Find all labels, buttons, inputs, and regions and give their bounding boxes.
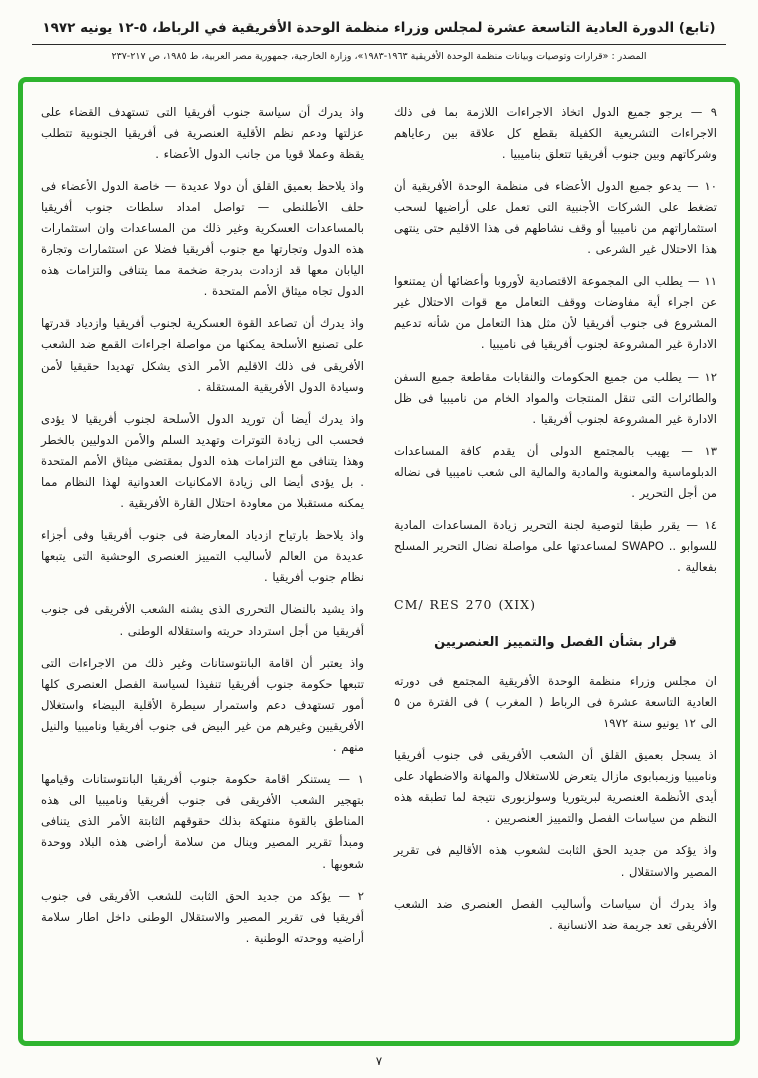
paragraph: ١ — يستنكر اقامة حكومة جنوب أفريقيا البانتوستانات وقيامها بتهجير الشعب الأفريقى فى جنوب أفريقيا وناميبيا الى هذه المناطق بالقوة منتهكة بذلك حقوقهم الثابتة الأمر الذى يتنافى ومبدأ تقرير المصير وينال من سلامة أراضى هذه البلاد ووحدة شعوبها . <box>41 772 364 871</box>
paragraph: ١١ — يطلب الى المجموعة الاقتصادية لأوروبا وأعضائها أن يمتنعوا عن اجراء أية مفاوضات ووقف التعامل مع قوات الاحتلال غير المشروع فى جنوب أفريقيا لأن مثل هذا التعامل من شأنه تدعيم الادارة غير المشروعة لجنوب أفريقيا فى ناميبيا . <box>394 274 717 352</box>
page-header <box>14 14 744 65</box>
column-left <box>41 102 364 1032</box>
page-footer <box>14 1052 744 1072</box>
paragraph: ١٢ — يطلب من جميع الحكومات والنقابات مقاطعة جميع السفن والطائرات التى تنقل المنتجات والمواد الخام من ناميبيا فى ظل الادارة غير المشروعة لجنوب أفريقيا . <box>394 369 717 426</box>
paragraph: ١٣ — يهيب بالمجتمع الدولى أن يقدم كافة المساعدات الدبلوماسية والمعنوية والمادية والمالية الى شعب ناميبيا فى نضاله من أجل التحرير . <box>394 443 717 500</box>
header-divider <box>32 44 726 45</box>
paragraph: ان مجلس وزراء منظمة الوحدة الأفريقية المجتمع فى دورته العادية التاسعة عشرة فى الرباط ( المغرب ) فى الفترة من ٥ الى ١٢ يونيو سنة ١٩٧٢ <box>394 673 717 730</box>
source-citation: المصدر : «قرارات وتوصيات وبيانات منظمة الوحدة الأفريقية ١٩٦٣-١٩٨٣»، وزارة الخارجية، جمهورية مصر العربية، ط ١٩٨٥، ص ٢١٧-٢٣٧ <box>111 51 647 63</box>
paragraph: واذ يؤكد من جديد الحق الثابت لشعوب هذه الأقاليم فى تقرير المصير والاستقلال . <box>394 843 717 879</box>
paragraph: ٢ — يؤكد من جديد الحق الثابت للشعب الأفريقى فى جنوب أفريقيا فى تقرير المصير والاستقلال الوطنى داخل اطار سلامة أراضيه ووحدته الوطنية . <box>41 888 364 945</box>
paragraph: واذ يدرك أن سياسات وأساليب الفصل العنصرى ضد الشعب الأفريقى تعد جريمة ضد الانسانية . <box>394 896 717 932</box>
column-right <box>394 102 717 1032</box>
paragraph: واذ يعتبر أن اقامة البانتوستانات وغير ذلك من الاجراءات التى تتبعها حكومة جنوب أفريقيا تنفيذا لسياسة الفصل العنصرى كلها أمور تستهدف دعم واستمرار سيطرة الأقلية البيضاء واستغلال الأفريقيين وغيرهم من غير البيض فى جنوب أفريقيا وناميبيا والنيل منهم . <box>41 655 364 755</box>
paragraph: CM/ RES 270 (XIX) <box>394 597 536 613</box>
paragraph: ١٤ — يقرر طبقا لتوصية لجنة التحرير زيادة المساعدات المادية للسوابو .. SWAPO لمساعدتها على مواصلة نضال التحرير المسلح بفعالية . <box>394 518 717 575</box>
paragraph: واذ يدرك أن سياسة جنوب أفريقيا التى تستهدف القضاء على عزلتها ودعم نظم الأقلية العنصرية فى أفريقيا الجنوبية تتطلب يقظة وعملا قويا من جانب الدول الأعضاء . <box>41 104 364 161</box>
paragraph: ٩ — يرجو جميع الدول اتخاذ الاجراءات اللازمة بما فى ذلك الاجراءات التشريعية الكفيلة بقطع كل علاقة بين رعاياهم وشركاتهم وبين جنوب أفريقيا تتعلق بناميبيا . <box>394 104 717 161</box>
paragraph: ١٠ — يدعو جميع الدول الأعضاء فى منظمة الوحدة الأفريقية أن تضغط على الشركات الأجنبية التى تعمل على أراضيها لسحب استثماراتهم من ناميبيا أو وقف نشاطهم فى هذا الاقليم حتى ينتهى هذا الاحتلال غير الشرعى . <box>394 178 717 257</box>
green-border-frame <box>18 77 740 1047</box>
page-number: ٧ <box>375 1054 383 1068</box>
paragraph: قرار بشأن الفصل والتمييز العنصريين <box>434 635 677 651</box>
text-columns <box>41 102 717 1032</box>
paragraph: اذ يسجل بعميق القلق أن الشعب الأفريقى فى جنوب أفريقيا وناميبيا وزيمبابوى مازال يتعرض للاستغلال والمهانة والاضطهاد على أيدى الأنظمة العنصرية لبريتوريا وسولزبورى نتيجة لما تطبقه هذه النظم من سياسات الفصل والتمييز العنصريين . <box>394 748 717 826</box>
paragraph: واذ يلاحظ بعميق القلق أن دولا عديدة — خاصة الدول الأعضاء فى حلف الأطلنطى — تواصل امداد سلطات جنوب أفريقيا بالمساعدات العسكرية وغير ذلك من المساعدات وان استثمارات هذه الدول وتجارتها مع جنوب أفريقيا فضلا عن استثمارات وتجارة اليابان معها قد ازدادت بدرجة ضخمة مما يتنافى والتزامات هذه الدول تجاه ميثاق الأمم المتحدة . <box>41 178 364 299</box>
paragraph: واذ يلاحظ بارتياح ازدياد المعارضة فى جنوب أفريقيا وفى أجزاء عديدة من العالم لأساليب التمييز العنصرى الوحشية التى يتبعها نظام جنوب أفريقيا . <box>41 528 364 585</box>
paragraph: واذ يدرك أن تصاعد القوة العسكرية لجنوب أفريقيا وازدياد قدرتها على تصنيع الأسلحة يمكنها من مواصلة اجراءات القمع ضد الشعب الأفريقى فى ذلك الاقليم الأمر الذى يشكل تهديدا حقيقيا لأمن وسيادة الدول الأفريقية المستقلة . <box>41 316 364 394</box>
paragraph: واذ يدرك أيضا أن توريد الدول الأسلحة لجنوب أفريقيا لا يؤدى فحسب الى زيادة التوترات وتهديد السلم والأمن الدوليين بالخطر وهذا يتنافى مع التزامات هذه الدول بمقتضى ميثاق الأمم المتحدة . بل يؤدى أيضا الى زيادة الامكانيات العدوانية لهذا النظام مما يمكنه مستقبلا من معاودة احتلال القارة الأفريقية . <box>41 411 364 511</box>
paragraph: واذ يشيد بالنضال التحررى الذى يشنه الشعب الأفريقى فى جنوب أفريقيا من أجل استرداد حريته واستقلاله الوطنى . <box>41 602 364 638</box>
document-title: (تابع) الدورة العادية التاسعة عشرة لمجلس وزراء منظمة الوحدة الأفريقية في الرباط، ٥-١٢ يونيه ١٩٧٢ <box>42 20 716 36</box>
